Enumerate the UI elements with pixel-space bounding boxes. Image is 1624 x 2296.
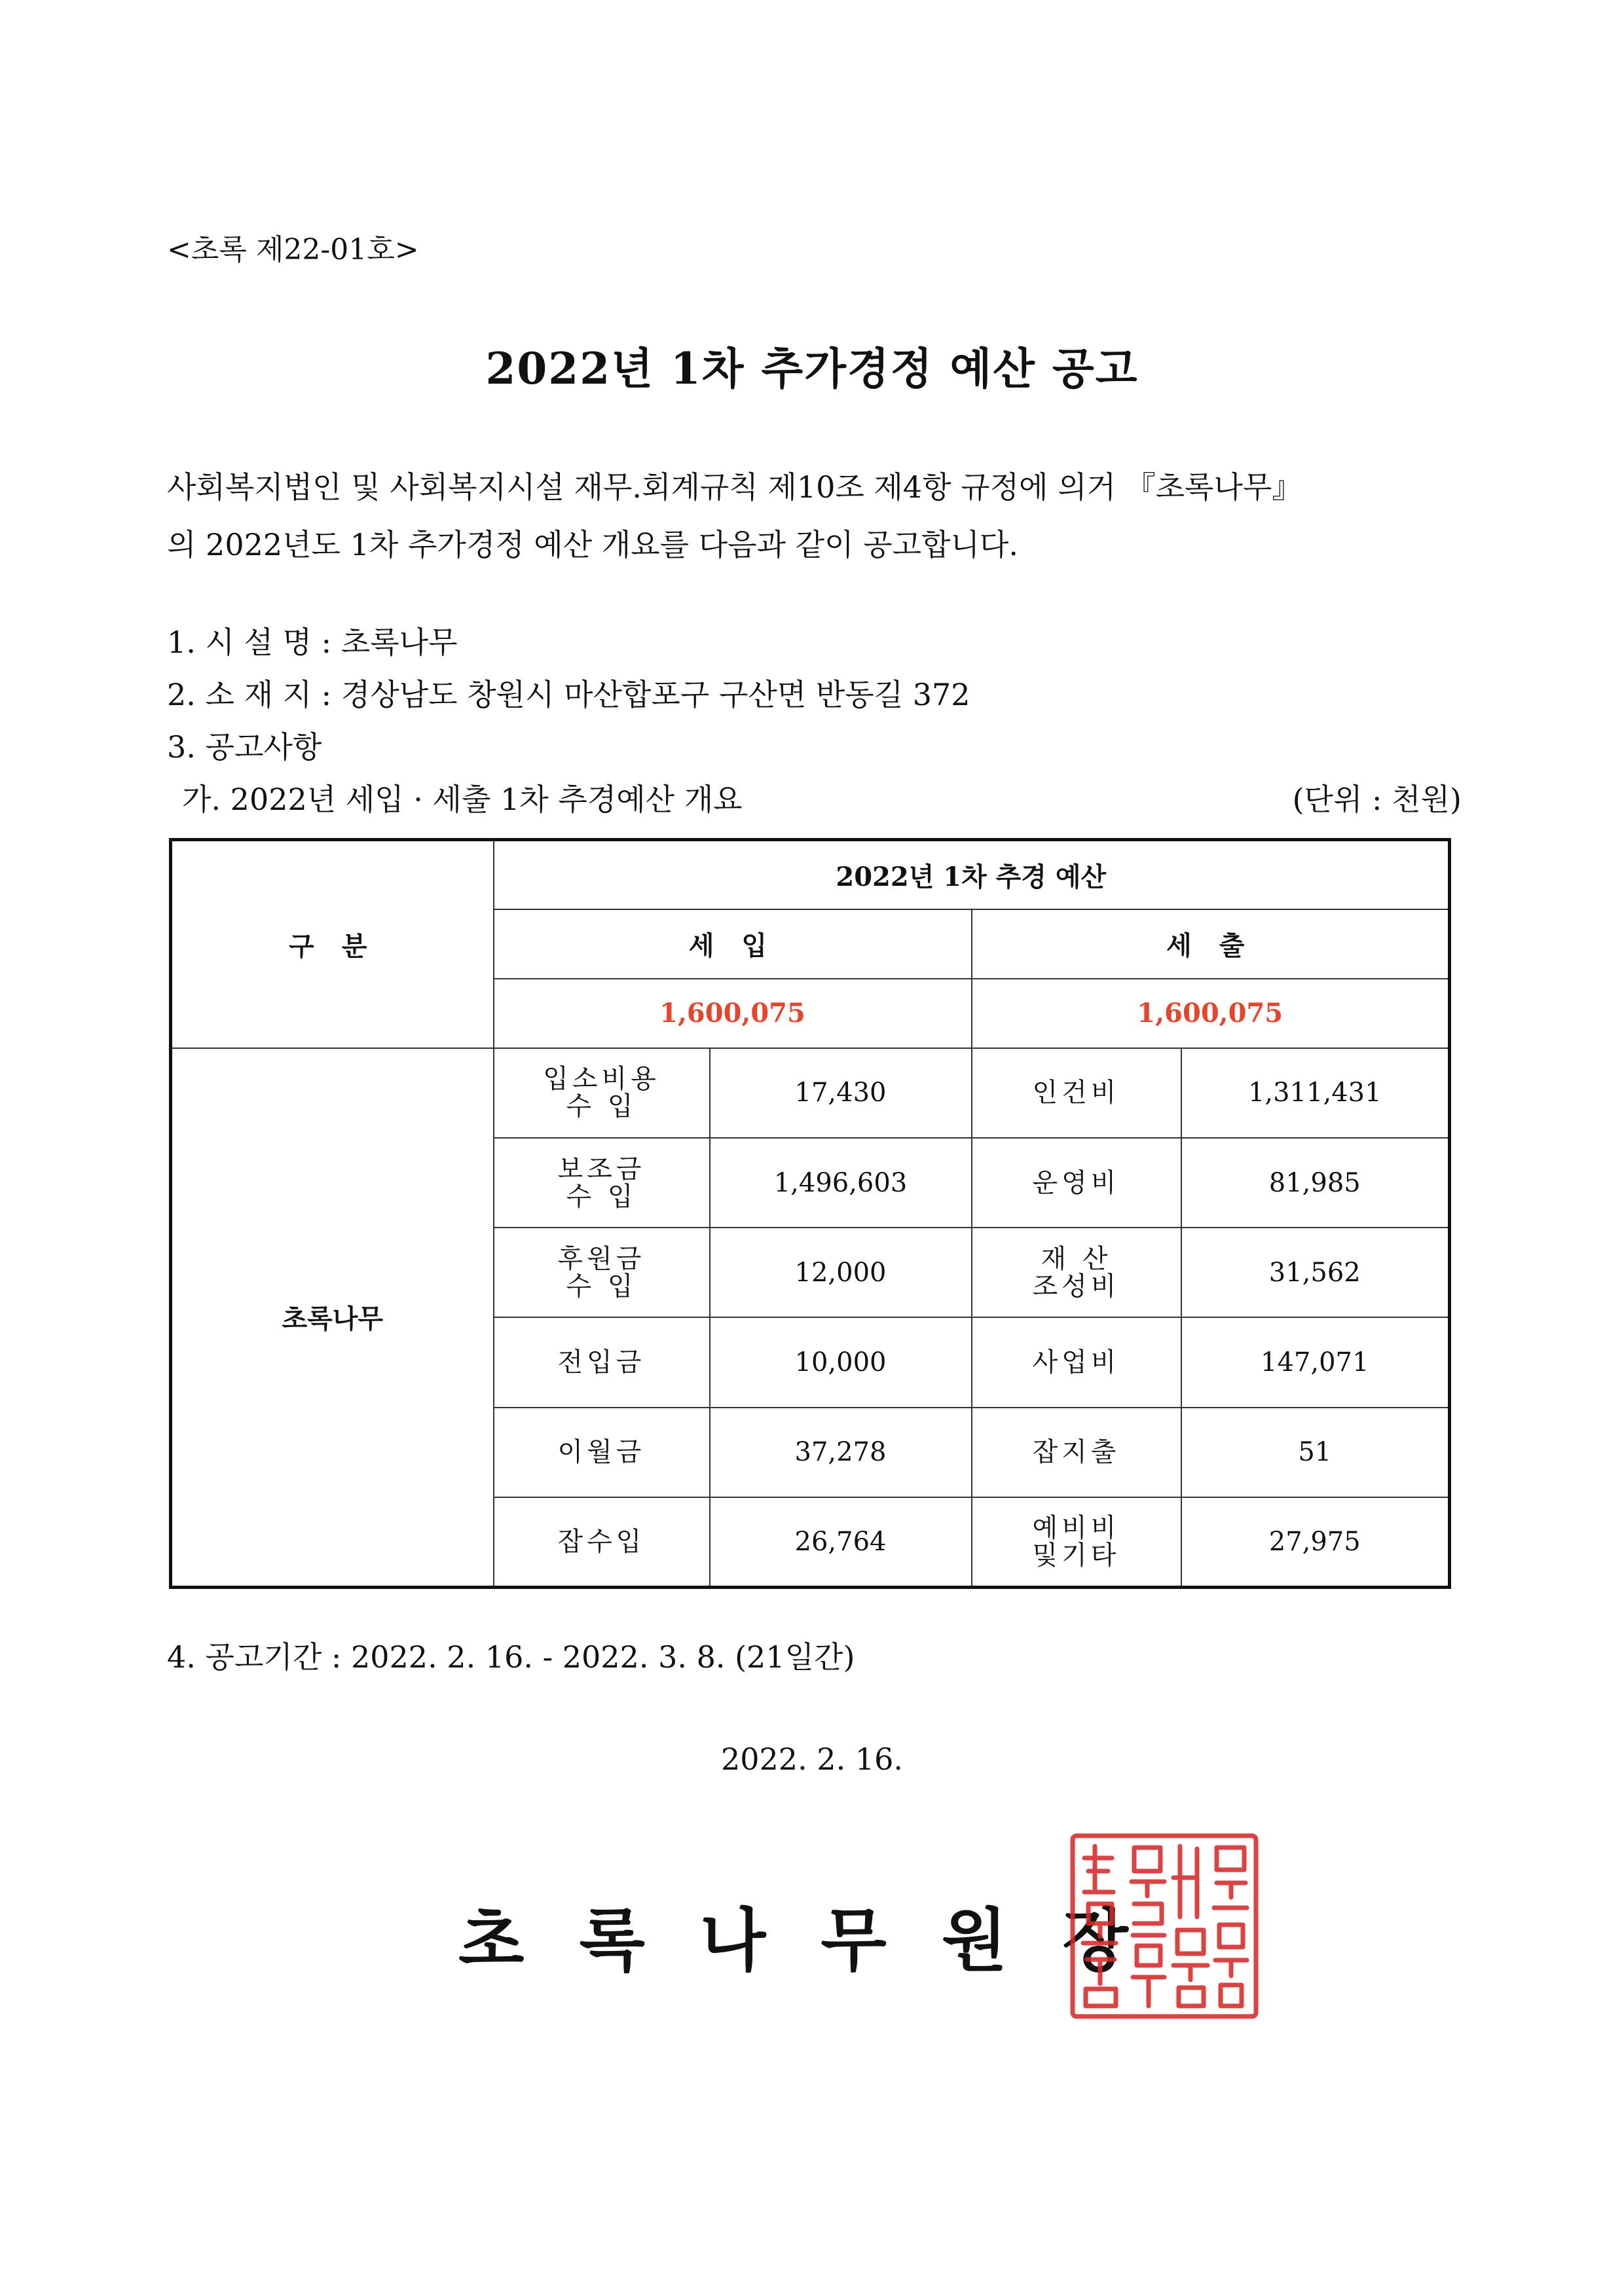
budget-subheading: 가. 2022년 세입 · 세출 1차 추경예산 개요 [182, 782, 743, 817]
expense-value: 31,562 [1181, 1228, 1450, 1317]
expense-label: 인건비 [972, 1048, 1181, 1138]
revenue-value: 26,764 [710, 1497, 972, 1587]
revenue-value: 10,000 [710, 1317, 972, 1407]
expense-value: 1,311,431 [1181, 1048, 1450, 1138]
expense-total: 1,600,075 [972, 979, 1450, 1048]
expense-value: 147,071 [1181, 1317, 1450, 1407]
director-signature: 초록나무원장 [458, 1901, 1183, 1980]
revenue-label: 전입금 [494, 1317, 710, 1407]
notice-period: 4. 공고기간 : 2022. 2. 16. - 2022. 3. 8. (21일간) [167, 1639, 855, 1675]
expense-label: 사업비 [972, 1317, 1181, 1407]
expense-header: 세 출 [972, 909, 1450, 979]
notice-date: 2022. 2. 16. [721, 1741, 903, 1777]
expense-value: 27,975 [1181, 1497, 1450, 1587]
official-seal-stamp [1069, 1832, 1260, 2020]
revenue-label: 이월금 [494, 1408, 710, 1497]
page-title: 2022년 1차 추가경정 예산 공고 [485, 343, 1139, 394]
intro-paragraph [167, 458, 1483, 574]
budget-header: 2022년 1차 추경 예산 [494, 840, 1450, 909]
expense-value: 81,985 [1181, 1138, 1450, 1228]
revenue-label: 잡수입 [494, 1497, 710, 1587]
expense-label: 잡지출 [972, 1408, 1181, 1497]
address-item: 2. 소 재 지 : 경상남도 창원시 마산합포구 구산면 반동길 372 [167, 677, 970, 712]
expense-value: 51 [1181, 1408, 1450, 1497]
division-header: 구 분 [171, 840, 494, 1048]
expense-label: 운영비 [972, 1138, 1181, 1228]
facility-name-item: 1. 시 설 명 : 초록나무 [167, 625, 458, 660]
revenue-value: 1,496,603 [710, 1138, 972, 1228]
intro-line-2: 의 2022년도 1차 추가경정 예산 개요를 다음과 같이 공고합니다. [167, 527, 1018, 562]
document-number: <초록 제22-01호> [167, 233, 419, 266]
unit-label: (단위 : 천원) [1292, 782, 1462, 817]
revenue-total: 1,600,075 [494, 979, 972, 1048]
notice-item: 3. 공고사항 [167, 729, 322, 765]
revenue-header: 세 입 [494, 909, 972, 979]
budget-table [169, 838, 1451, 1589]
revenue-label: 보조금 수 입 [494, 1138, 710, 1228]
revenue-value: 37,278 [710, 1408, 972, 1497]
expense-label: 예비비 및기타 [972, 1497, 1181, 1587]
revenue-value: 17,430 [710, 1048, 972, 1138]
intro-line-1: 사회복지법인 및 사회복지시설 재무.회계규칙 제10조 제4항 규정에 의거 『초록나무』 [167, 469, 1302, 505]
revenue-label: 입소비용 수 입 [494, 1048, 710, 1138]
expense-label: 재 산 조성비 [972, 1228, 1181, 1317]
revenue-value: 12,000 [710, 1228, 972, 1317]
revenue-label: 후원금 수 입 [494, 1228, 710, 1317]
facility-cell: 초록나무 [171, 1048, 494, 1588]
